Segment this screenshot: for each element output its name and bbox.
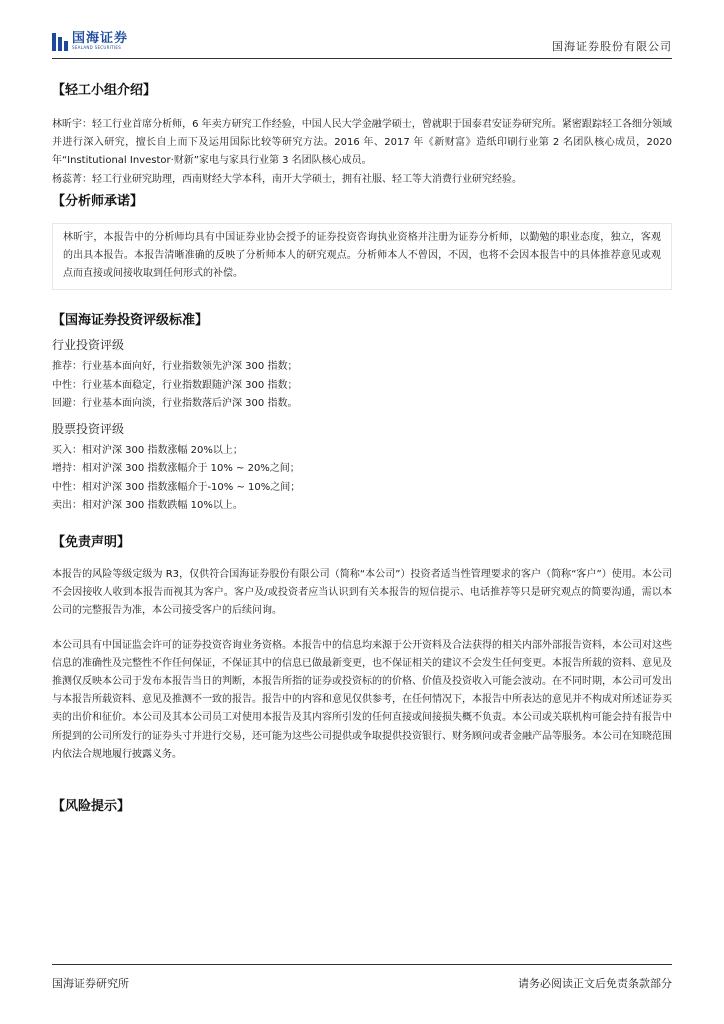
team-member-1: 林昕宇：轻工行业首席分析师，6 年卖方研究工作经验，中国人民大学金融学硕士，曾就职于国泰君安证券研究所。紧密跟踪轻工各细分领域并进行深入研究，擅长自上而下及运用国际比较等研究方法。2016 年、2017 年《新财富》造纸印刷行业第 2 名团队核心成员，2020 年“Institutional Investor·财新”家电与家具行业第 3 名团队核心成员。 — [52, 119, 672, 167]
disclaimer-paragraph: 本报告的风险等级定级为 R3，仅供符合国海证券股份有限公司（简称“本公司”）投资者适当性管理要求的客户（简称“客户”）使用。本公司不会因接收人收到本报告而视其为客户。客户及/或投资者应当认识到有关本报告的短信提示、电话推荐等只是研究观点的简要沟通，需以本公司的完整报告为准，本公司接受客户的后续问询。 — [52, 568, 672, 617]
logo-icon — [52, 33, 68, 51]
stock-rating-line: 中性：相对沪深 300 指数涨幅介于-10% ~ 10%之间； — [52, 481, 301, 493]
industry-rating-line: 中性：行业基本面稳定，行业指数跟随沪深 300 指数； — [52, 379, 298, 391]
page-header — [52, 30, 672, 59]
page-content — [52, 80, 672, 818]
stock-rating-line: 买入：相对沪深 300 指数涨幅 20%以上； — [52, 444, 243, 456]
logo-text: 国海证券 — [72, 31, 129, 46]
industry-rating-title: 行业投资评级 — [52, 338, 125, 353]
logo-subtext: SEALAND SECURITIES — [72, 45, 122, 50]
stock-rating-line: 增持：相对沪深 300 指数涨幅介于 10% ~ 20%之间； — [52, 463, 300, 475]
footer-notice: 请务必阅读正文后免责条款部分 — [518, 977, 672, 990]
stock-rating-line: 卖出：相对沪深 300 指数跌幅 10%以上。 — [52, 500, 243, 512]
commitment-section-title: 【分析师承诺】 — [52, 193, 144, 209]
industry-rating-line: 推荐：行业基本面向好，行业指数领先沪深 300 指数； — [52, 361, 298, 373]
commitment-box — [52, 223, 672, 291]
company-logo — [52, 32, 128, 51]
commitment-text: 林昕宇，本报告中的分析师均具有中国证券业协会授予的证券投资咨询执业资格并注册为证券分析师，以勤勉的职业态度，独立，客观的出具本报告。本报告清晰准确的反映了分析师本人的研究观点。分析师本人不曾因，不因，也将不会因本报告中的具体推荐意见或观点而直接或间接收取到任何形式的补偿。 — [63, 231, 661, 280]
stock-rating-title: 股票投资评级 — [52, 421, 125, 436]
page-footer — [52, 964, 672, 995]
disclaimer-paragraph: 本公司具有中国证监会许可的证券投资咨询业务资格。本报告中的信息均来源于公开资料及合法获得的相关内部外部报告资料，本公司对这些信息的准确性及完整性不作任何保证，不保证其中的信息已做最新变更，也不保证相关的建议不会发生任何变更。本报告所载的资料、意见及推测仅反映本公司于发布本报告当日的判断，本报告所指的证券或投资标的的价格、价值及投资收入可能会波动。在不同时期，本公司可发出与本报告所载资料、意见及推测不一致的报告。报告中的内容和意见仅供参考，在任何情况下，本报告中所表达的意见并不构成对所述证券买卖的出价和征价。本公司及其本公司员工对使用本报告及其内容所引发的任何直接或间接损失概不负责。本公司或关联机构可能会持有报告中所提到的公司所发行的证券头寸并进行交易，还可能为这些公司提供或争取提供投资银行、财务顾问或者金融产品等服务。本公司在知晓范围内依法合规地履行披露义务。 — [52, 639, 672, 760]
disclaimer-section-title: 【免责声明】 — [52, 534, 131, 550]
header-company-name: 国海证券股份有限公司 — [552, 40, 672, 53]
industry-rating-line: 回避：行业基本面向淡，行业指数落后沪深 300 指数。 — [52, 398, 298, 410]
rating-section-title: 【国海证券投资评级标准】 — [52, 313, 209, 329]
risk-section-title: 【风险提示】 — [52, 798, 131, 814]
team-member-2: 杨蕊菁：轻工行业研究助理，西南财经大学本科，南开大学硕士，拥有社服、轻工等大消费行业研究经验。 — [52, 173, 522, 185]
footer-institute: 国海证券研究所 — [52, 977, 129, 990]
team-section-title: 【轻工小组介绍】 — [52, 83, 157, 98]
